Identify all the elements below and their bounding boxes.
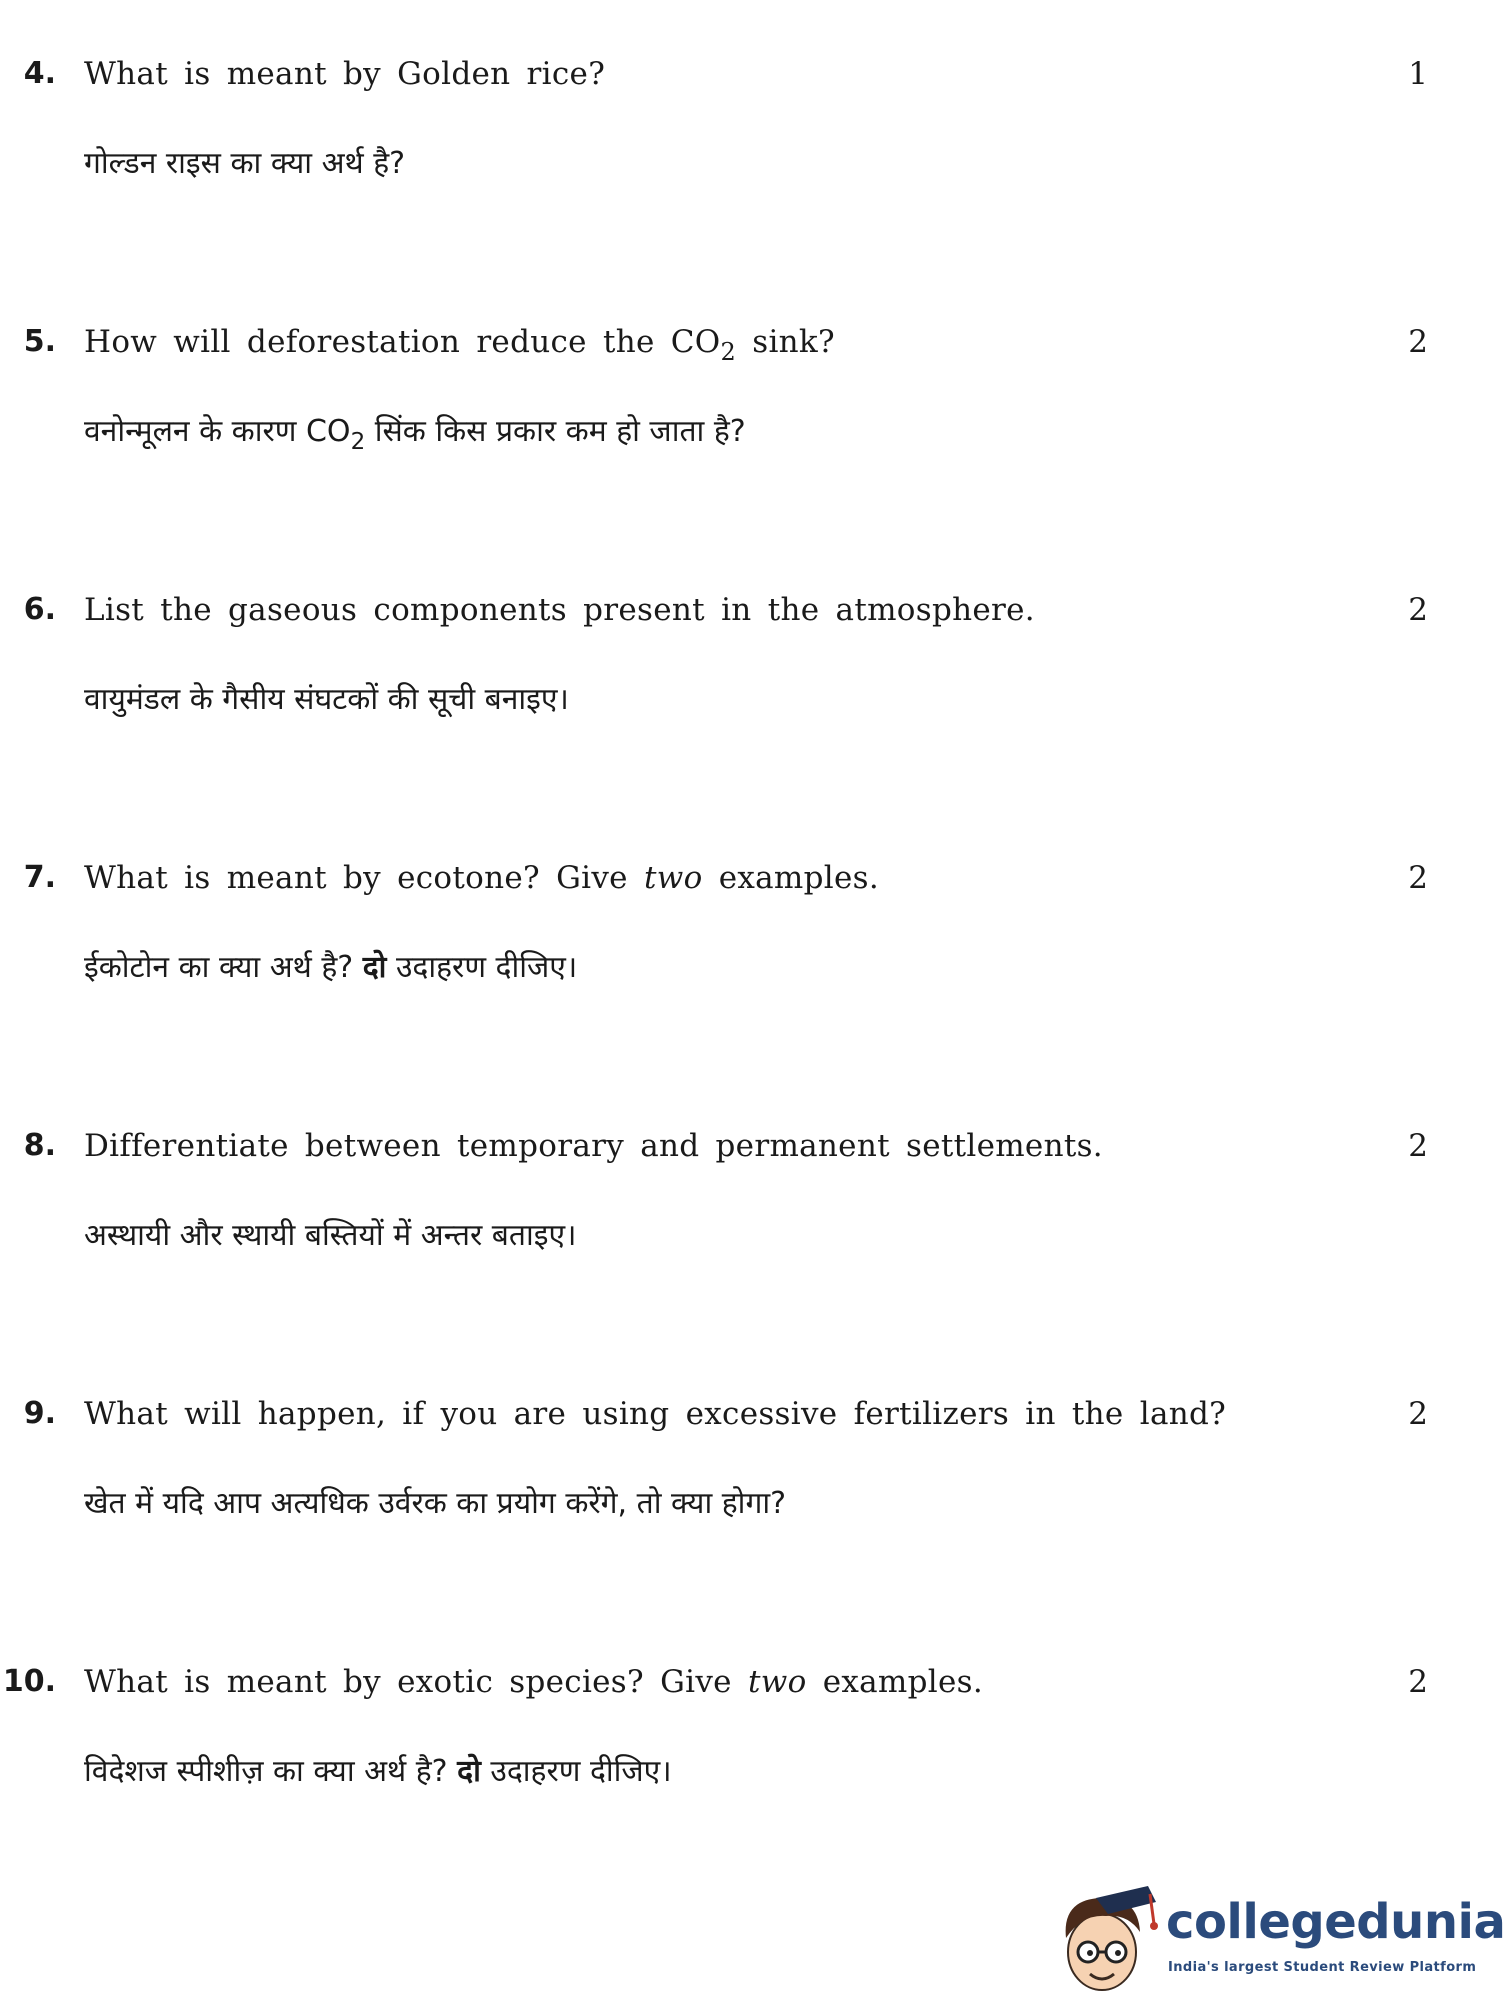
question-text-en-part: Differentiate between temporary and permanent settlements. [84, 1128, 1103, 1164]
question-number: 5. [23, 324, 56, 359]
question-number: 6. [23, 592, 56, 627]
question-text-hindi [84, 1482, 1284, 1526]
mascot-face-icon [1052, 1880, 1162, 2000]
question-marks: 2 [1408, 1396, 1428, 1432]
question-text-hindi [84, 678, 1284, 722]
question-text-en-part: What is meant by ecotone? Give [84, 860, 644, 896]
question-text-en-part: examples. [806, 1664, 983, 1700]
question-number: 10. [2, 1664, 56, 1699]
subscript: 2 [720, 338, 737, 366]
question-marks: 2 [1408, 860, 1428, 896]
question-marks: 2 [1408, 1664, 1428, 1700]
logo-tagline: India's largest Student Review Platform [1168, 1960, 1477, 1975]
question-text-en-part: sink? [736, 324, 835, 360]
question-marks: 1 [1408, 56, 1428, 92]
emphasis-text: दो [457, 1754, 481, 1789]
question-item [0, 1392, 1446, 1592]
question-text-hi-part: विदेशज स्पीशीज़ का क्या अर्थ है? [84, 1754, 458, 1789]
question-number: 8. [23, 1128, 56, 1163]
question-text-hindi [84, 410, 1284, 464]
question-text-hi-part: वायुमंडल के गैसीय संघटकों की सूची बनाइए। [84, 682, 569, 717]
question-item [0, 856, 1446, 1056]
question-text-english [84, 1660, 1284, 1704]
emphasis-text: दो [362, 950, 387, 985]
question-text-hi-part: उदाहरण दीजिए। [480, 1754, 672, 1789]
question-item [0, 1124, 1446, 1324]
question-marks: 2 [1408, 1128, 1428, 1164]
emphasis-text: two [643, 860, 703, 896]
question-number: 4. [23, 56, 56, 91]
question-text-hi-part: खेत में यदि आप अत्यधिक उर्वरक का प्रयोग करेंगे, तो क्या होगा? [84, 1486, 787, 1521]
question-text-english [84, 320, 1284, 374]
question-text-hindi [84, 1750, 1284, 1794]
question-text-english [84, 1124, 1284, 1168]
question-text-english [84, 52, 1284, 96]
question-text-en-part: What is meant by Golden rice? [84, 56, 606, 92]
question-text-hi-part: सिंक किस प्रकार कम हो जाता है? [365, 414, 746, 449]
question-item [0, 320, 1446, 520]
question-number: 9. [23, 1396, 56, 1431]
question-text-hi-part: उदाहरण दीजिए। [386, 950, 578, 985]
question-marks: 2 [1408, 324, 1428, 360]
question-text-en-part: What is meant by exotic species? Give [84, 1664, 748, 1700]
question-text-en-part: What will happen, if you are using excessive fertilizers in the land? [84, 1396, 1227, 1432]
question-text-en-part: How will deforestation reduce the CO [84, 324, 721, 360]
question-text-hi-part: गोल्डन राइस का क्या अर्थ है? [84, 146, 406, 181]
question-text-en-part: examples. [702, 860, 879, 896]
question-item [0, 1660, 1446, 1860]
question-text-english [84, 1392, 1284, 1436]
emphasis-text: two [748, 1664, 807, 1700]
question-item [0, 588, 1446, 788]
logo-wordmark: collegedunia [1166, 1894, 1505, 1950]
question-text-en-part: List the gaseous components present in the atmosphere. [84, 592, 1035, 628]
collegedunia-logo [1052, 1880, 1505, 2000]
question-item [0, 52, 1446, 252]
question-text-hindi [84, 142, 1284, 186]
question-text-english [84, 588, 1284, 632]
question-text-hi-part: ईकोटोन का क्या अर्थ है? [84, 950, 363, 985]
question-marks: 2 [1408, 592, 1428, 628]
question-number: 7. [23, 860, 56, 895]
subscript: 2 [350, 429, 366, 455]
question-text-hi-part: अस्थायी और स्थायी बस्तियों में अन्तर बताइए। [84, 1218, 577, 1253]
question-text-english [84, 856, 1284, 900]
question-text-hi-part: वनोन्मूलन के कारण CO [84, 414, 351, 449]
question-text-hindi [84, 1214, 1284, 1258]
question-text-hindi [84, 946, 1284, 990]
